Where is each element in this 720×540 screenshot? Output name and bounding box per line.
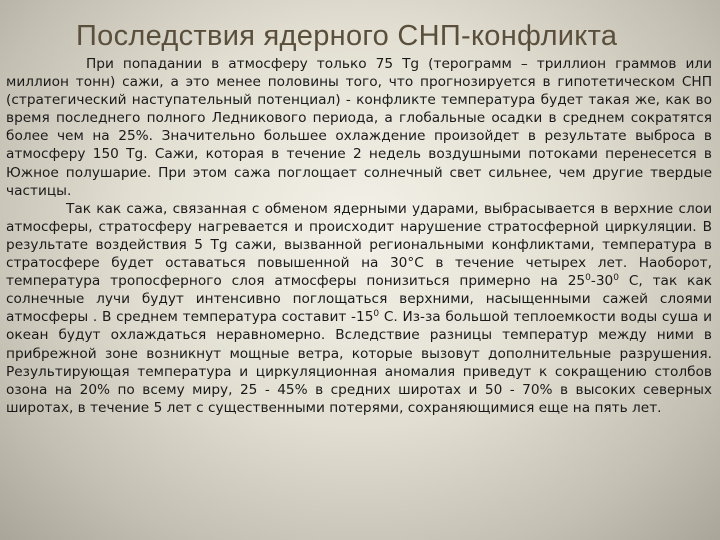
paragraph-text-part: -30 xyxy=(590,273,614,290)
degree-superscript: 0 xyxy=(585,273,591,284)
paragraph-stratosphere xyxy=(6,200,712,417)
paragraph-text-part: С. Из-за большой теплоемкости воды суша и океан будут охлаждаться неравномерно. Вследствие разницы температур между ними в прибрежной зоне возникнут мощные ветра, которые вызовут дополнительные разрушения. Результирующая температура и циркуляционная аномалия приведут к сокращению столбов озона на 20% по всему миру, 25 - 45% в средних широтах и 50 - 70% в высоких северных широтах, в течение 5 лет с существенными потерями, сохраняющимися еще на пять лет. xyxy=(6,309,712,416)
slide-body xyxy=(6,55,712,417)
degree-superscript: 0 xyxy=(373,309,380,320)
paragraph-text-part: Так как сажа, связанная с обменом ядерными ударами, выбрасывается в верхние слои атмосферы, стратосферу нагревается и происходит нарушение стратосферной циркуляции. В результате воздействия 5 Tg сажи, вызванной региональными конфликтами, температура в стратосфере будет оставаться повышенной на 30°C в течение четырех лет. Наоборот, температура тропосферного слоя атмосферы понизиться примерно на 25 xyxy=(6,200,712,290)
paragraph-text-part: С, так как солнечные лучи будут интенсивно поглощаться верхними, насыщенными сажей слоями атмосферы . В среднем температура составит -15 xyxy=(6,273,712,326)
degree-superscript: 0 xyxy=(613,273,619,284)
slide-title: Последствия ядерного СНП-конфликта xyxy=(76,20,618,52)
paragraph-soot-75tg: При попадании в атмосферу только 75 Tg (терограмм – триллион граммов или миллион тонн) сажи, а это менее половины того, что прогнозируется в гипотетическом СНП (стратегический наступательный потенциал) - конфликте температура будет такая же, как во время последнего полного Ледникового периода, а глобальные осадки в среднем сократятся более чем на 25%. Значительно большее охлаждение произойдет в результате выброса в атмосферу 150 Tg. Сажи, которая в течение 2 недель воздушными потоками перенесется в Южное полушарие. При этом сажа поглощает солнечный свет сильнее, чем другие твердые частицы. xyxy=(6,56,712,199)
